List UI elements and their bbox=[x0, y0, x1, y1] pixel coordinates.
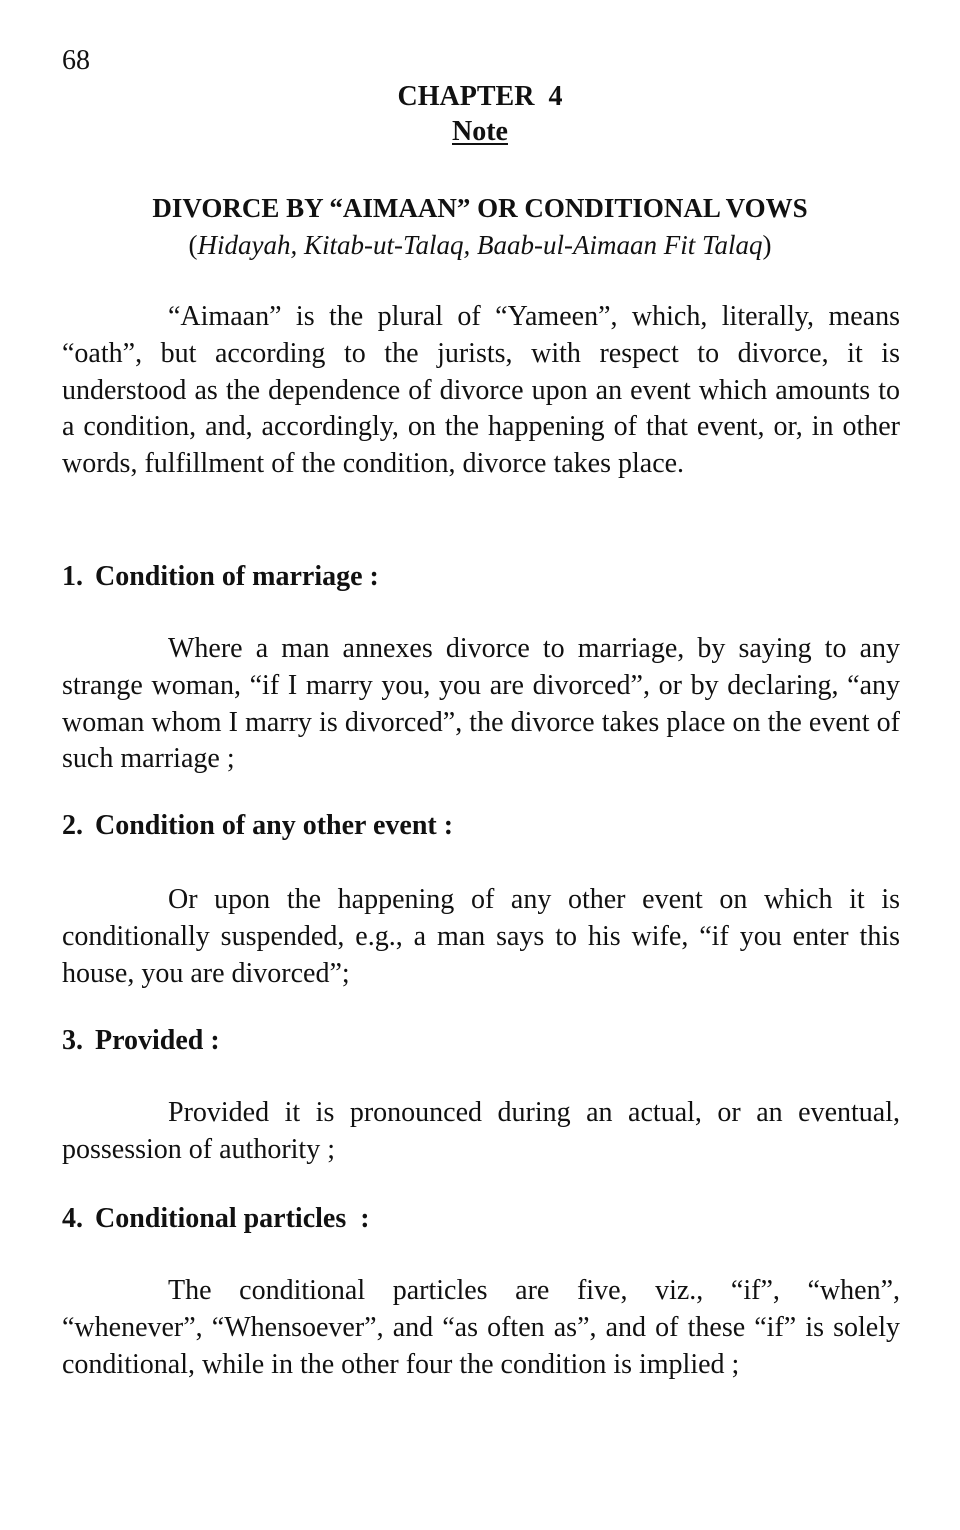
section-body-2: Or upon the happening of any other event on which it is conditionally suspended, e.g., a man says to his wife, “if you enter this house, you are divorced”; bbox=[62, 884, 900, 989]
section-body-1: Where a man annexes divorce to marriage, by saying to any strange woman, “if I marry you, you are divorced”, or by declaring, “any woman whom I marry is divorced”, the divorce takes place on the event of such marriage ; bbox=[62, 633, 900, 775]
reference-close-paren: ) bbox=[762, 230, 772, 260]
note-label: Note bbox=[452, 116, 508, 147]
section-title: Condition of any other event : bbox=[95, 810, 454, 841]
section-number: 4. bbox=[62, 1203, 83, 1234]
section-heading-1 bbox=[62, 560, 379, 594]
section-title: Provided : bbox=[95, 1025, 220, 1056]
intro-paragraph: “Aimaan” is the plural of “Yameen”, which, literally, means “oath”, but according to the jurists, with respect to divorce, it is understood as the dependence of divorce upon an event which amounts to a condition, and, accordingly, on the happening of that event, or, in other words, fulfillment of the condition, divorce takes place. bbox=[62, 301, 900, 480]
section-number: 1. bbox=[62, 561, 83, 592]
section-title: Conditional particles : bbox=[95, 1203, 370, 1234]
section-number: 3. bbox=[62, 1025, 83, 1056]
section-title: Condition of marriage : bbox=[95, 561, 379, 592]
section-heading-3 bbox=[62, 1024, 220, 1058]
reference-text: Hidayah, Kitab-ut-Talaq, Baab-ul-Aimaan Fit Talaq bbox=[197, 230, 763, 260]
reference-citation bbox=[40, 228, 920, 262]
chapter-title: CHAPTER 4 bbox=[397, 81, 563, 112]
section-number: 2. bbox=[62, 810, 83, 841]
section-heading-4 bbox=[62, 1202, 370, 1236]
reference-open-paren: ( bbox=[188, 230, 198, 260]
chapter-header bbox=[380, 80, 580, 150]
page-number: 68 bbox=[62, 45, 90, 76]
section-heading-2 bbox=[62, 809, 453, 843]
section-body-4: The conditional particles are five, viz., “if”, “when”, “whenever”, “Whensoever”, and “as often as”, and of these “if” is solely conditional, while in the other four the condition is implied ; bbox=[62, 1275, 900, 1380]
section-main-heading: DIVORCE BY “AIMAAN” OR CONDITIONAL VOWS bbox=[152, 193, 808, 223]
section-body-3: Provided it is pronounced during an actual, or an eventual, possession of authority ; bbox=[62, 1097, 900, 1165]
